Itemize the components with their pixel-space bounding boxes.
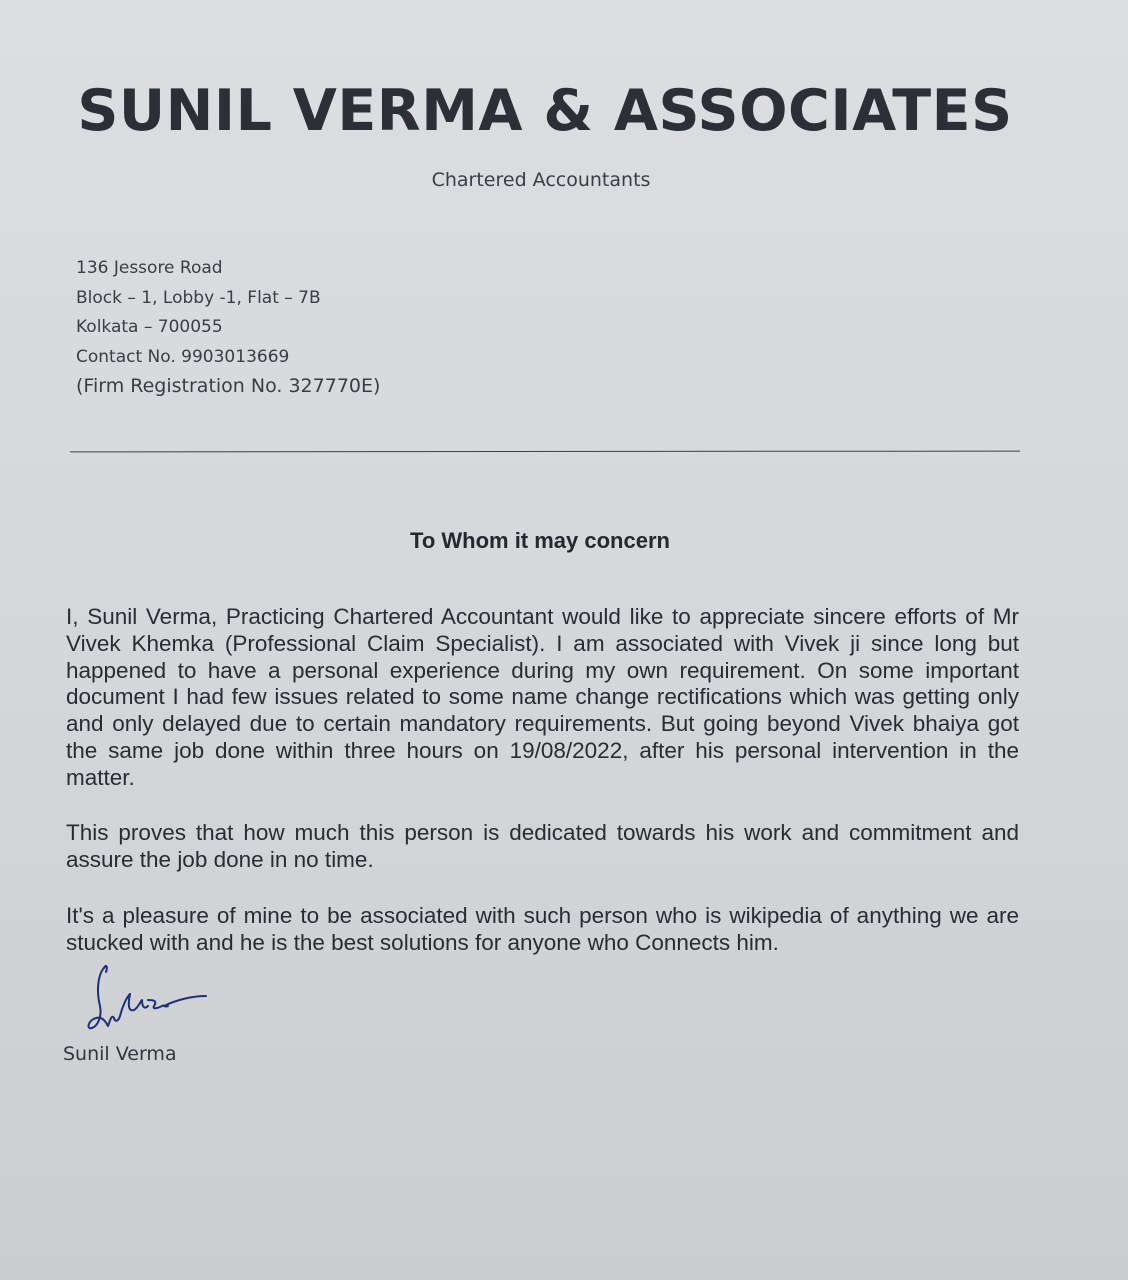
firm-subtitle: Chartered Accountants [431,169,651,191]
signatory-name: Sunil Verma [63,1043,177,1065]
address-line-contact: Contact No. 9903013669 [76,346,290,367]
handwritten-signature [84,960,214,1038]
firm-address [76,254,380,402]
header-divider [70,451,1020,453]
address-line-street: 136 Jessore Road [76,258,223,278]
letter-paragraph-3: It's a pleasure of mine to be associated with such person who is wikipedia of anything we are stucked with and he is the best solutions for anyone who Connects him. [66,903,1019,955]
address-line-city: Kolkata – 700055 [76,317,223,337]
letter-subject: To Whom it may concern [410,528,670,553]
firm-name: SUNIL VERMA & ASSOCIATES [77,78,1013,144]
letter-paragraph-1: I, Sunil Verma, Practicing Chartered Accountant would like to appreciate sincere efforts of Mr Vivek Khemka (Professional Claim Specialist). I am associated with Vivek ji since long but happened to have a personal experience during my own requirement. On some important document I had few issues related to some name change rectifications which was getting only and only delayed due to certain mandatory requirements. But going beyond Vivek bhaiya got the same job done within three hours on 19/08/2022, after his personal intervention in the matter. [66,604,1019,790]
address-line-registration: (Firm Registration No. 327770E) [76,375,381,397]
letter-paragraph-2: This proves that how much this person is dedicated towards his work and commitment and assure the job done in no time. [66,820,1019,872]
address-line-block: Block – 1, Lobby -1, Flat – 7B [76,287,321,308]
